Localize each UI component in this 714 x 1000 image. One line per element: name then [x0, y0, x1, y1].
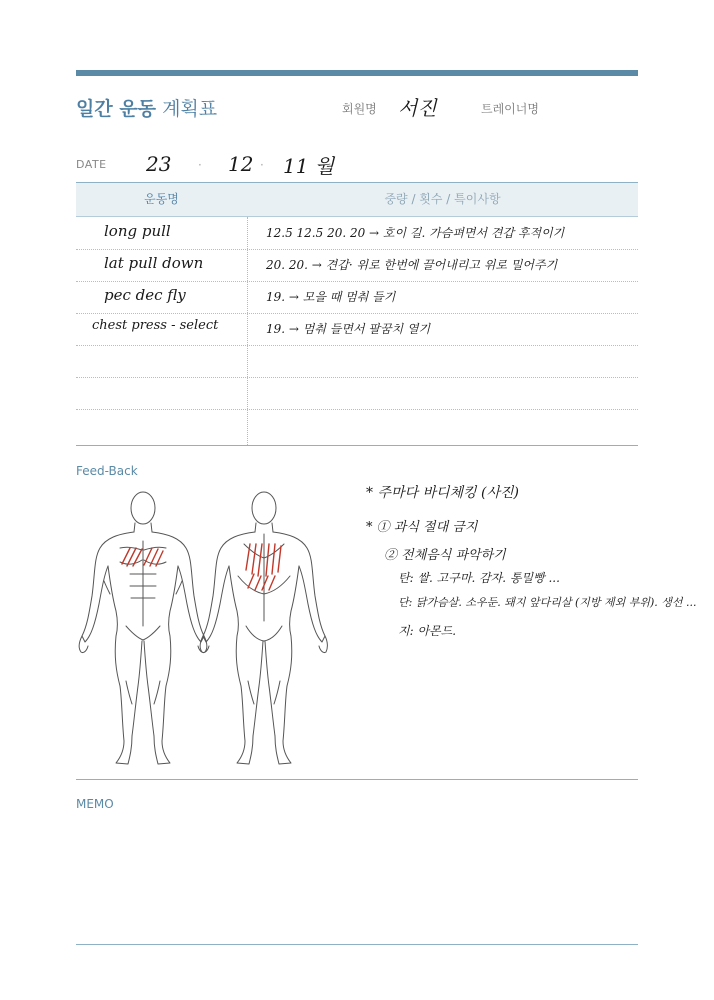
header-exercise: 운동명: [144, 192, 179, 206]
page-title: [76, 94, 217, 121]
title-main: 일간 운동: [76, 98, 157, 120]
feedback-line: * 주마다 바디체킹 (사진): [366, 485, 519, 501]
feedback-line: 탄: 쌀. 고구마. 감자. 통밀빵 ...: [398, 571, 560, 585]
exercise-name[interactable]: long pull: [104, 222, 171, 240]
highlight-marks: [122, 544, 281, 590]
member-label: 회원명: [342, 102, 377, 116]
date-day[interactable]: 11 월: [283, 154, 335, 178]
exercise-name[interactable]: chest press - select: [92, 318, 219, 333]
feedback-line: 단: 닭가슴살. 소우둔. 돼지 앞다리살 (지방 제외 부위). 생선 ...: [398, 596, 697, 609]
exercise-detail[interactable]: 19. → 모을 때 멈춰 들기: [266, 290, 396, 304]
member-value[interactable]: 서진: [398, 96, 437, 120]
back-body-figure: [200, 492, 327, 764]
table-row: [76, 249, 638, 282]
trainer-label: 트레이너명: [481, 102, 539, 116]
exercise-detail[interactable]: 12.5 12.5 20. 20 → 호이 길. 가슴펴면서 견갑 후적이기: [266, 226, 565, 240]
date-separator: ·: [260, 158, 264, 172]
table-row: [76, 313, 638, 346]
date-separator: ·: [198, 158, 202, 172]
top-accent-bar: [76, 70, 638, 76]
body-diagram: [78, 486, 328, 771]
section-divider: [76, 779, 638, 780]
feedback-line: * ① 과식 절대 금지: [366, 520, 478, 535]
memo-label: MEMO: [76, 797, 114, 811]
feedback-line: 지: 아몬드.: [398, 624, 457, 638]
header-detail: 중량 / 횟수 / 특이사항: [384, 192, 501, 206]
title-sub: 계획표: [156, 98, 218, 120]
front-body-figure: [79, 492, 207, 764]
date-label: DATE: [76, 158, 107, 171]
date-month[interactable]: 12: [228, 152, 254, 176]
date-year[interactable]: 23: [146, 152, 172, 176]
exercise-table: [76, 182, 638, 446]
exercise-detail[interactable]: 20. 20. → 견갑· 위로 한번에 끌어내리고 위로 밀어주기: [266, 258, 558, 272]
exercise-name[interactable]: pec dec fly: [104, 286, 186, 304]
table-row: [76, 377, 638, 410]
table-row: [76, 345, 638, 378]
table-row: [76, 409, 638, 444]
exercise-detail[interactable]: 19. → 멈춰 들면서 팔꿈치 열기: [266, 322, 431, 336]
feedback-line: ② 전체음식 파악하기: [384, 548, 506, 563]
table-row: [76, 217, 638, 250]
table-header: [76, 183, 638, 217]
feedback-label: Feed-Back: [76, 464, 138, 478]
exercise-name[interactable]: lat pull down: [104, 254, 204, 272]
table-row: [76, 281, 638, 314]
bottom-rule: [76, 944, 638, 945]
